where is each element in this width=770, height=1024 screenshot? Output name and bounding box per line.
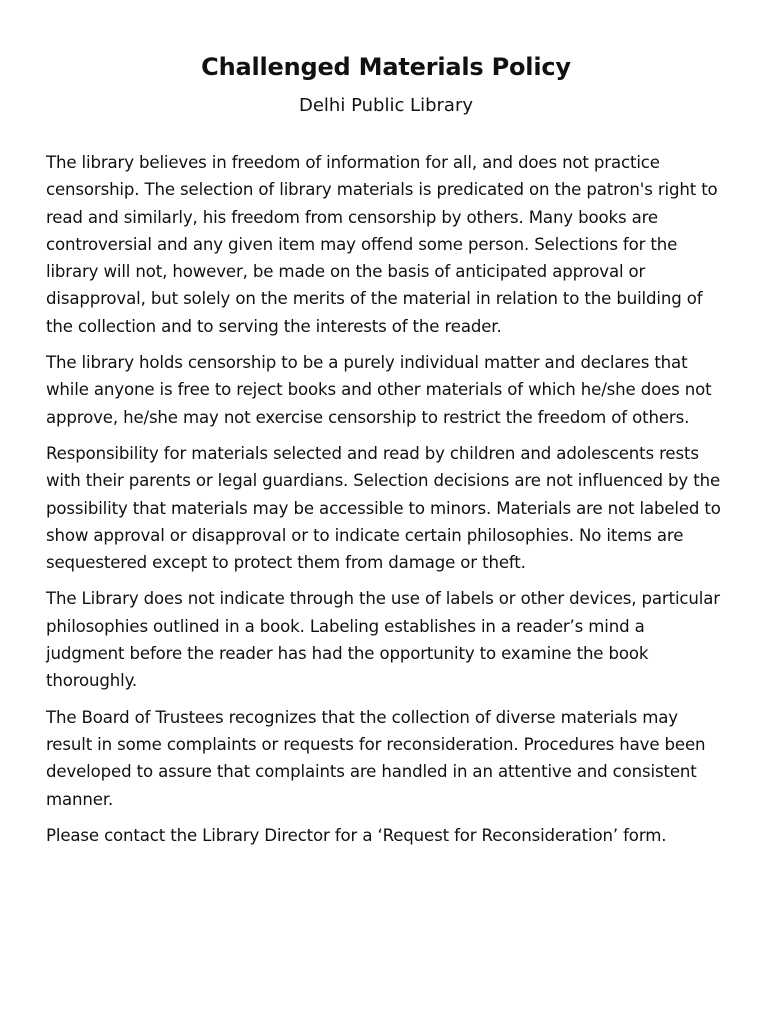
paragraph-freedom-of-information: The library believes in freedom of information for all, and does not practice censorship. The selection of library materials is predicated on the patron's right to read and similarly, his freedom from censorship by others. Many books are controversial and any given item may offend some person. Selections for the library will not, however, be made on the basis of anticipated approval or disapproval, but solely on the merits of the material in relation to the building of the collection and to serving the interests of the reader.: [46, 153, 718, 336]
paragraph-censorship-individual-matter: The library holds censorship to be a purely individual matter and declares that while anyone is free to reject books and other materials of which he/she does not approve, he/she may not exercise censorship to restrict the freedom of others.: [46, 353, 712, 427]
paragraph-labeling: The Library does not indicate through the use of labels or other devices, particular philosophies outlined in a book. Labeling establishes in a reader’s mind a judgment before the reader has had the opportunity to examine the book thoroughly.: [46, 589, 720, 691]
paragraph-contact-director: Please contact the Library Director for a ‘Request for Reconsideration’ form.: [46, 825, 667, 845]
document-title: Challenged Materials Policy: [201, 53, 571, 81]
paragraph-board-of-trustees: The Board of Trustees recognizes that the collection of diverse materials may result in some complaints or requests for reconsideration. Procedures have been developed to assure that complaints are handled in an attentive and consistent manner.: [46, 707, 706, 809]
paragraph-children-responsibility: Responsibility for materials selected and read by children and adolescents rests with their parents or legal guardians. Selection decisions are not influenced by the possibility that materials may be accessible to minors. Materials are not labeled to show approval or disapproval or to indicate certain philosophies. No items are sequestered except to protect them from damage or theft.: [46, 443, 721, 573]
document-body: [46, 149, 726, 849]
document-subtitle: Delhi Public Library: [299, 95, 473, 116]
